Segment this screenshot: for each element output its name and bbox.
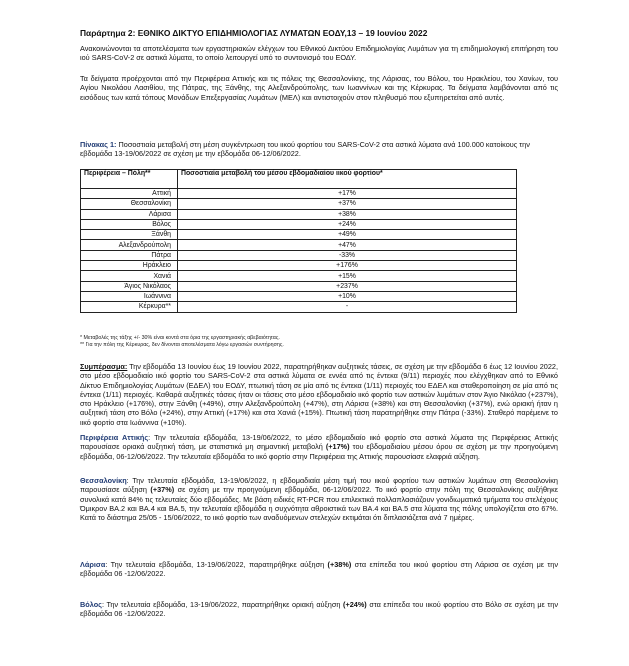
row-change: +15%: [178, 271, 517, 281]
attica-lead: Περιφέρεια Αττικής: [80, 433, 149, 442]
table-row: [81, 219, 517, 229]
row-region: Χανιά: [81, 271, 178, 281]
samples-paragraph: Τα δείγματα προέρχονται από την Περιφέρεια Αττικής και τις πόλεις της Θεσσαλονίκης, της Λάρισας, του Βόλου, του Ηρακλείου, του Χανίων, του Αγίου Νικολάου Λασιθίου, της Πάτρας, της Ξάνθης, της Αλεξανδρούπολης, των Ιωαννίνων και της Κέρκυρας. Τα δείγματα λαμβάνονται από τις εισόδους των κατά τόπους Μονάδων Επεξεργασίας Λυμάτων (ΜΕΛ) και αντιστοιχούν στον πληθυσμό που εξυπηρετείται από αυτές.: [80, 74, 558, 102]
attica-text-end: του εβδομαδιαίου μέσου όρου σε σχέση με την προηγούμενη εβδομάδα, 06-12/06/2022. Την τελευταία εβδομάδα το ιικό φορτίο στην Περιφέρεια της Αττικής παρουσίασε ελαφριά αύξηση.: [80, 442, 558, 461]
thessaloniki-text-end: σε σχέση με την προηγούμενη εβδομάδα, 06-12/06/2022. Το ιικό φορτίο στην πόλη της Θεσσαλονίκης αυξήθηκε συνολικά κατά 84% τις τελευταίες δύο εβδομάδες. Με βάση ειδικές RT-PCR που επιλεκτικά πολλαπλασιάζουν γονιδιωματικά τμήματα του στελέχους Όμικρον ΒΑ.2 και ΒΑ.4 και ΒΑ.5, την τελευταία εβδομάδα η συχνότητα αθροιστικά των ΒΑ.4 και ΒΑ.5 στα λύματα της πόλης υπολογίζεται στο 67%. Κατά το διάστημα 25/05 - 15/06/2022, το ιικό φορτίο των αναδυόμενων στελεχών εκτιμάται ότι διπλασιάζεται ανά 7 ημέρες.: [80, 485, 558, 523]
volos-paragraph: [80, 600, 558, 619]
row-region: Άγιος Νικόλαος: [81, 281, 178, 291]
viral-load-table: [80, 169, 517, 313]
attica-paragraph: [80, 433, 558, 461]
footnote-kerkyra: ** Για την πόλη της Κέρκυρας, δεν δίνονται αποτελέσματα λόγω εργασιών συντήρησης.: [80, 342, 284, 348]
attica-change: (+17%): [325, 442, 350, 452]
table-caption-label: Πίνακας 1:: [80, 140, 117, 149]
row-change: +17%: [178, 189, 517, 199]
volos-lead: Βόλος: [80, 600, 102, 609]
row-change: +24%: [178, 219, 517, 229]
row-region: Ξάνθη: [81, 230, 178, 240]
table-row: [81, 271, 517, 281]
table-row: [81, 302, 517, 312]
row-change: +38%: [178, 209, 517, 219]
row-region: Αττική: [81, 189, 178, 199]
larisa-lead: Λάρισα: [80, 560, 106, 569]
table-row: [81, 291, 517, 301]
thessaloniki-lead: Θεσσαλονίκη: [80, 476, 127, 485]
table-row: [81, 240, 517, 250]
larisa-text: : Την τελευταία εβδομάδα, 13-19/06/2022, παρατηρήθηκε αύξηση: [105, 560, 328, 569]
row-change: +47%: [178, 240, 517, 250]
row-region: Ιωάννινα: [81, 291, 178, 301]
summary-paragraph: [80, 362, 558, 427]
volos-text-end: στα επίπεδα του ιικού φορτίου στο Βόλο σε σχέση με την εβδομάδα 06 -12/06/2022.: [80, 600, 558, 619]
table-row: [81, 209, 517, 219]
row-region: Βόλος: [81, 219, 178, 229]
larisa-change: (+38%): [327, 560, 352, 569]
table-row: [81, 250, 517, 260]
row-change: +37%: [178, 199, 517, 209]
row-region: Λάρισα: [81, 209, 178, 219]
row-region: Θεσσαλονίκη: [81, 199, 178, 209]
volos-change: (+24%): [343, 600, 367, 609]
thessaloniki-change: (+37%): [150, 485, 175, 495]
footnote-uncertainty: * Μεταβολές της τάξης +/- 30% είναι κοντά στα όρια της εργαστηριακής αβεβαιότητας.: [80, 335, 280, 341]
thessaloniki-text: : Την τελευταία εβδομάδα, 13-19/06/2022, η εβδομαδιαία μέση τιμή του ιικού φορτίου των αστικών λυμάτων στη Θεσσαλονίκη παρουσίασε αύξηση: [80, 476, 558, 495]
table-row: [81, 189, 517, 199]
table-header-row: [81, 170, 517, 189]
attica-text: : Την τελευταία εβδομάδα, 13-19/06/2022, το μέσο εβδομαδιαίο ιικό φορτίο στα αστικά λύματα της Περιφέρειας Αττικής παρουσίασε οριακά αυξητική τάση, με στατιστικά μη σημαντική μεταβολή: [80, 433, 558, 452]
row-region: Αλεξανδρούπολη: [81, 240, 178, 250]
table-row: [81, 199, 517, 209]
header-region: Περιφέρεια – Πόλη**: [81, 170, 178, 189]
table-row: [81, 261, 517, 271]
thessaloniki-paragraph: [80, 476, 558, 522]
volos-text: : Την τελευταία εβδομάδα, 13-19/06/2022, παρατηρήθηκε οριακή αύξηση: [101, 600, 344, 609]
table-caption: [80, 140, 558, 159]
row-region: Ηράκλειο: [81, 261, 178, 271]
row-region: Κέρκυρα**: [81, 302, 178, 312]
table-row: [81, 230, 517, 240]
larisa-text-end: στα επίπεδα του ιικού φορτίου στη Λάρισα σε σχέση με την εβδομάδα 06 -12/06/2022.: [80, 560, 558, 579]
intro-paragraph: Ανακοινώνονται τα αποτελέσματα των εργαστηριακών ελέγχων του Εθνικού Δικτύου Επιδημιολογίας Λυμάτων για τη επιδημιολογική επιτήρηση του ιού SARS-CoV-2 σε αστικά λύματα, το οποίο λειτουργεί υπό το συντονισμό του ΕΟΔΥ.: [80, 44, 558, 63]
row-change: +176%: [178, 261, 517, 271]
row-change: +49%: [178, 230, 517, 240]
table-row: [81, 281, 517, 291]
summary-text: Την εβδομάδα 13 Ιουνίου έως 19 Ιουνίου 2022, παρατηρήθηκαν αυξητικές τάσεις, σε σχέση με την εβδομάδα 6 έως 12 Ιουνίου 2022, στο μέσο εβδομαδιαίο ιικό φορτίο του SARS-CoV-2 στα αστικά λύματα σε εννέα από τις έντεκα (9/11) περιοχές που ελέγχθηκαν από το Εθνικό Δίκτυο Επιδημιολογίας Λυμάτων (ΕΔΕΛ) του ΕΟΔΥ, πτωτική τάση σε μία από τις έντεκα (1/11) περιοχές του ΕΔΕΛ και σταθεροποίηση σε μία από τις έντεκα (1/11) περιοχές. Καθαρά αυξητικές τάσεις ήταν οι τάσεις στο μέσο εβδομαδιαίο ιικό φορτίο των αστικών λυμάτων στον Άγιο Νικόλαο (+237%), στο Ηράκλειο (+176%), στην Ξάνθη (+49%), στην Αλεξανδρούπολη (+47%), στη Λάρισα (+38%) και στη Θεσσαλονίκη (+37%), ενώ οριακή ήταν η αυξητική τάση στο Βόλο (+24%), στην Αττική (+17%) και στα Χανιά (+15%). Πτωτική τάση παρατηρήθηκε στην Πάτρα (-33%). Σταθερό παρέμεινε το ιικό φορτίο στα Ιωάννινα (+10%).: [80, 362, 558, 427]
header-change: Ποσοστιαία μεταβολή του μέσου εβδομαδιαίου ιικού φορτίου*: [178, 170, 517, 189]
row-change: -33%: [178, 250, 517, 260]
row-change: -: [178, 302, 517, 312]
row-change: +237%: [178, 281, 517, 291]
larisa-paragraph: [80, 560, 558, 579]
row-change: +10%: [178, 291, 517, 301]
summary-lead: Συμπέρασμα:: [80, 362, 128, 371]
row-region: Πάτρα: [81, 250, 178, 260]
document-title: Παράρτημα 2: ΕΘΝΙΚΟ ΔΙΚΤΥΟ ΕΠΙΔΗΜΙΟΛΟΓΙΑΣ ΛΥΜΑΤΩΝ ΕΟΔΥ,13 – 19 Ιουνίου 2022: [80, 28, 428, 38]
table-caption-text: Ποσοστιαία μεταβολή στη μέση συγκέντρωση του ιικού φορτίου του SARS-CoV-2 στα αστικά λύματα ανά 100.000 κατοίκους την εβδομάδα 13-19/06/2022 σε σχέση με την εβδομάδα 06-12/06/2022.: [80, 140, 530, 159]
